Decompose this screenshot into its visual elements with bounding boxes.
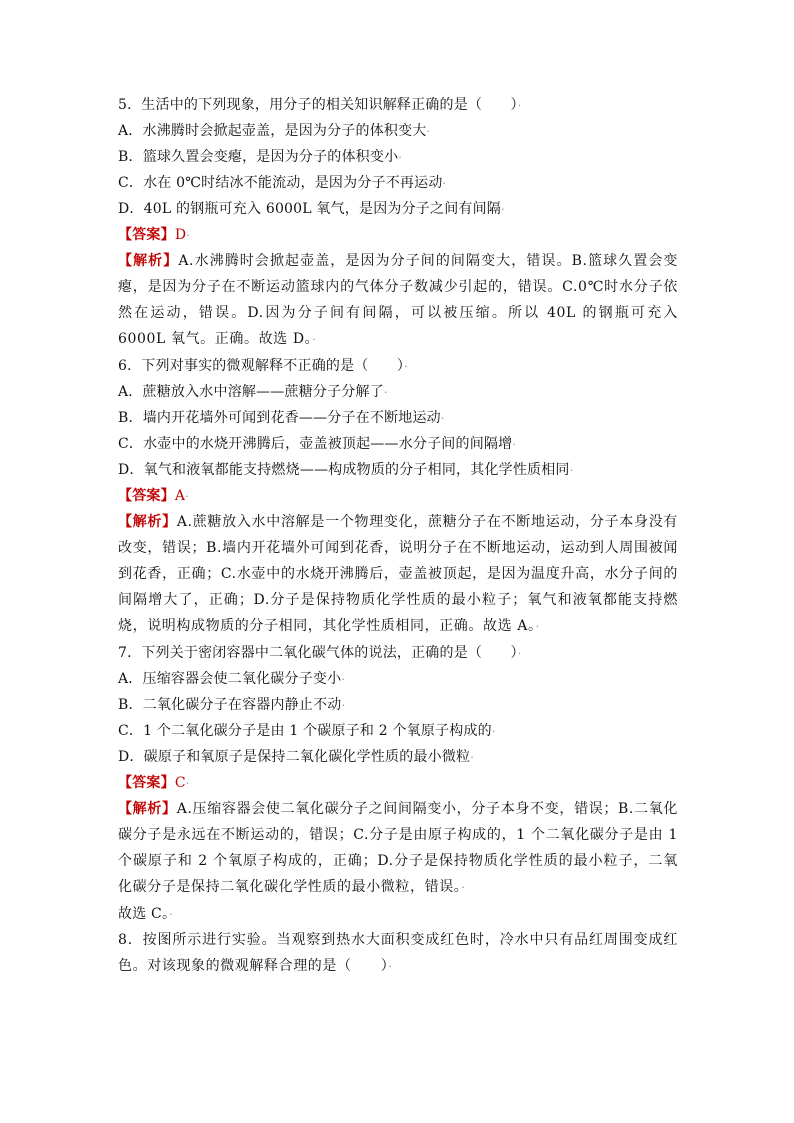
answer-tag: 【答案】: [118, 775, 175, 791]
option-c: C．1 个二氧化碳分子是由 1 个碳原子和 2 个氧原子构成的·: [118, 723, 496, 739]
analysis-tag: 【解析】: [118, 801, 177, 817]
analysis-text: A.水沸腾时会掀起壶盖，是因为分子间的间隔变大，错误。B.篮球久置会变瘪，是因为分子在不断运动篮球内的气体分子数减少引起的，错误。C.0℃时水分子依然在运动，错误。D.因为分子间有间隔，可以被压缩。所以 40L 的钢瓶可充入 6000L 氧气。正确。故选 D。: [118, 253, 678, 347]
analysis-conclusion: 故选 C。·: [118, 906, 173, 922]
option-b: B．篮球久置会变瘪，是因为分子的体积变小·: [118, 149, 402, 165]
question-stem: 5．生活中的下列现象，用分子的相关知识解释正确的是（ ）·: [118, 97, 522, 113]
question-stem: 6．下列对事实的微观解释不正确的是（ ）·: [118, 358, 408, 374]
analysis-paragraph: 【解析】A.蔗糖放入水中溶解是一个物理变化，蔗糖分子在不断地运动，分子本身没有改变，错误；B.墙内开花墙外可闻到花香，说明分子在不断地运动，运动到人周围被闻到花香，正确；C.水壶中的水烧开沸腾后，壶盖被顶起，是因为温度升高，水分子间的间隔增大了，正确；D.分子是保持物质化学性质的最小粒子；氧气和液氧都能支持燃烧，说明构成物质的分子相同，其化学性质相同，正确。故选 A。·: [118, 514, 678, 634]
answer-value: D: [174, 227, 187, 243]
question-7: [118, 640, 678, 927]
option-b: B．二氧化碳分子在容器内静止不动·: [118, 697, 346, 713]
answer-value: C: [174, 775, 186, 791]
option-d: D．氧气和液氧都能支持燃烧——构成物质的分子相同，其化学性质相同·: [118, 462, 574, 478]
option-c: C．水壶中的水烧开沸腾后，壶盖被顶起——水分子间的间隔增·: [118, 436, 517, 452]
answer-tag: 【答案】: [118, 227, 175, 243]
answer-line: 【答案】D·: [118, 227, 190, 243]
option-d: D．碳原子和氧原子是保持二氧化碳化学性质的最小微粒·: [118, 749, 474, 765]
question-stem: 8．按图所示进行实验。当观察到热水大面积变成红色时，冷水中只有品红周围变成红色。对该现象的微观解释合理的是（ ）·: [118, 932, 678, 974]
option-d: D．40L 的钢瓶可充入 6000L 氧气，是因为分子之间有间隔·: [118, 201, 505, 217]
option-a: A．蔗糖放入水中溶解——蔗糖分子分解了·: [118, 384, 388, 400]
analysis-paragraph: 【解析】A.水沸腾时会掀起壶盖，是因为分子间的间隔变大，错误。B.篮球久置会变瘪，是因为分子在不断运动篮球内的气体分子数减少引起的，错误。C.0℃时水分子依然在运动，错误。D.因为分子间有间隔，可以被压缩。所以 40L 的钢瓶可充入 6000L 氧气。正确。故选 D。·: [118, 253, 678, 347]
analysis-text: A.蔗糖放入水中溶解是一个物理变化，蔗糖分子在不断地运动，分子本身没有改变，错误；B.墙内开花墙外可闻到花香，说明分子在不断地运动，运动到人周围被闻到花香，正确；C.水壶中的水烧开沸腾后，壶盖被顶起，是因为温度升高，水分子间的间隔增大了，正确；D.分子是保持物质化学性质的最小粒子；氧气和液氧都能支持燃烧，说明构成物质的分子相同，其化学性质相同，正确。故选 A。: [118, 514, 678, 634]
question-5: [118, 92, 678, 353]
answer-line: 【答案】C·: [118, 775, 190, 791]
answer-tag: 【答案】: [118, 488, 175, 504]
analysis-paragraph: 【解析】A.压缩容器会使二氧化碳分子之间间隔变小，分子本身不变，错误；B.二氧化碳分子是永远在不断运动的，错误；C.分子是由原子构成的，1 个二氧化碳分子是由 1 个碳原子和 2 个氧原子构成的，正确；D.分子是保持物质化学性质的最小粒子，二氧化碳分子是保持二氧化碳化学性质的最小微粒，错误。·: [118, 801, 678, 895]
question-8: [118, 927, 678, 980]
analysis-tag: 【解析】: [118, 514, 177, 530]
option-b: B．墙内开花墙外可闻到花香——分子在不断地运动·: [118, 410, 445, 426]
answer-line: 【答案】A·: [118, 488, 189, 504]
answer-value: A: [174, 488, 186, 504]
option-c: C．水在 0℃时结冰不能流动，是因为分子不再运动·: [118, 175, 447, 191]
option-a: A．压缩容器会使二氧化碳分子变小·: [118, 671, 346, 687]
document-page: [118, 92, 678, 980]
question-6: [118, 353, 678, 640]
option-a: A．水沸腾时会掀起壶盖，是因为分子的体积变大·: [118, 123, 431, 139]
question-stem: 7．下列关于密闭容器中二氧化碳气体的说法，正确的是（ ）·: [118, 645, 522, 661]
analysis-text: A.压缩容器会使二氧化碳分子之间间隔变小，分子本身不变，错误；B.二氧化碳分子是永远在不断运动的，错误；C.分子是由原子构成的，1 个二氧化碳分子是由 1 个碳原子和 2 个氧原子构成的，正确；D.分子是保持物质化学性质的最小粒子，二氧化碳分子是保持二氧化碳化学性质的最小微粒，错误。: [118, 801, 678, 895]
analysis-tag: 【解析】: [118, 253, 179, 269]
